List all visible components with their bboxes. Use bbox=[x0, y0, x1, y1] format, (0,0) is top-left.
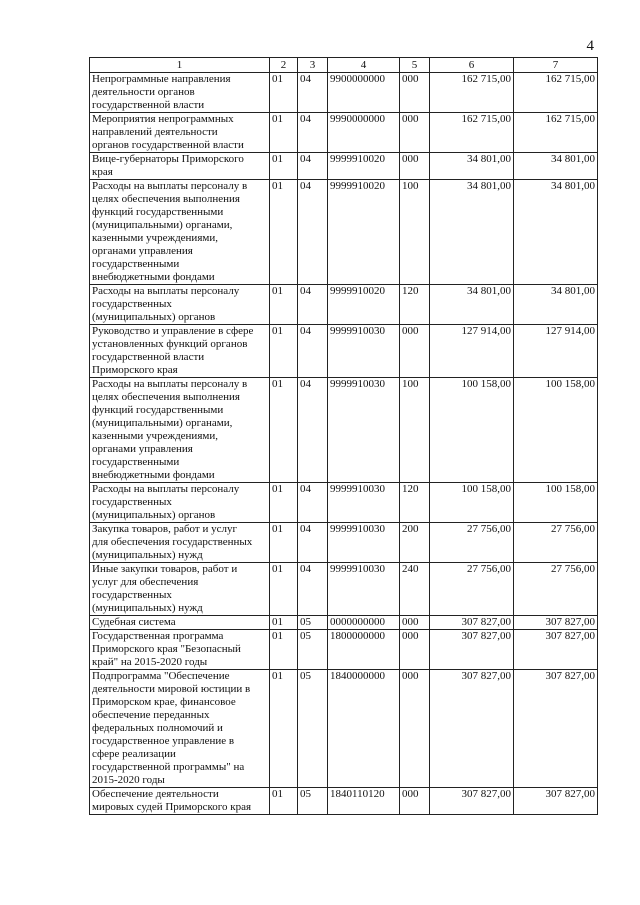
column-header: 3 bbox=[298, 58, 328, 73]
row-name: Руководство и управление в сфере установленных функций органов государственной власти Приморского края bbox=[90, 325, 270, 378]
row-name: Иные закупки товаров, работ и услуг для обеспечения государственных (муниципальных) нужд bbox=[90, 563, 270, 616]
budget-table bbox=[89, 57, 598, 815]
row-name: Мероприятия непрограммных направлений деятельности органов государственной власти bbox=[90, 113, 270, 153]
subsection-code: 04 bbox=[298, 180, 328, 285]
subsection-code: 05 bbox=[298, 630, 328, 670]
section-code: 01 bbox=[270, 616, 298, 630]
page-number: 4 bbox=[586, 38, 594, 54]
amount-col6: 127 914,00 bbox=[430, 325, 514, 378]
section-code: 01 bbox=[270, 630, 298, 670]
subsection-code: 04 bbox=[298, 563, 328, 616]
expense-type-code: 120 bbox=[400, 285, 430, 325]
amount-col7: 100 158,00 bbox=[514, 378, 598, 483]
amount-col7: 307 827,00 bbox=[514, 788, 598, 815]
amount-col6: 34 801,00 bbox=[430, 180, 514, 285]
section-code: 01 bbox=[270, 325, 298, 378]
amount-col6: 100 158,00 bbox=[430, 378, 514, 483]
subsection-code: 05 bbox=[298, 788, 328, 815]
row-name: Расходы на выплаты персоналу в целях обеспечения выполнения функций государственными (муниципальными) органами, казенными учреждениями, органами управления государственными внебюджетными фондами bbox=[90, 378, 270, 483]
section-code: 01 bbox=[270, 285, 298, 325]
column-header: 7 bbox=[514, 58, 598, 73]
amount-col7: 27 756,00 bbox=[514, 523, 598, 563]
amount-col6: 100 158,00 bbox=[430, 483, 514, 523]
expense-type-code: 000 bbox=[400, 153, 430, 180]
amount-col7: 162 715,00 bbox=[514, 73, 598, 113]
amount-col7: 127 914,00 bbox=[514, 325, 598, 378]
row-name: Закупка товаров, работ и услуг для обеспечения государственных (муниципальных) нужд bbox=[90, 523, 270, 563]
amount-col7: 307 827,00 bbox=[514, 616, 598, 630]
table-row bbox=[90, 73, 598, 113]
subsection-code: 05 bbox=[298, 670, 328, 788]
amount-col7: 100 158,00 bbox=[514, 483, 598, 523]
expense-type-code: 000 bbox=[400, 616, 430, 630]
table-row bbox=[90, 523, 598, 563]
target-article-code: 9990000000 bbox=[328, 113, 400, 153]
expense-type-code: 000 bbox=[400, 113, 430, 153]
row-name: Расходы на выплаты персоналу государственных (муниципальных) органов bbox=[90, 483, 270, 523]
target-article-code: 9999910020 bbox=[328, 153, 400, 180]
subsection-code: 04 bbox=[298, 285, 328, 325]
row-name: Непрограммные направления деятельности органов государственной власти bbox=[90, 73, 270, 113]
table-row bbox=[90, 113, 598, 153]
subsection-code: 04 bbox=[298, 73, 328, 113]
table-row bbox=[90, 616, 598, 630]
column-header: 6 bbox=[430, 58, 514, 73]
table-row bbox=[90, 630, 598, 670]
amount-col6: 34 801,00 bbox=[430, 153, 514, 180]
row-name: Расходы на выплаты персоналу в целях обеспечения выполнения функций государственными (муниципальными) органами, казенными учреждениями, органами управления государственными внебюджетными фондами bbox=[90, 180, 270, 285]
target-article-code: 9999910020 bbox=[328, 285, 400, 325]
section-code: 01 bbox=[270, 563, 298, 616]
table-row bbox=[90, 378, 598, 483]
expense-type-code: 100 bbox=[400, 378, 430, 483]
header-row bbox=[90, 58, 598, 73]
amount-col6: 27 756,00 bbox=[430, 523, 514, 563]
column-header: 2 bbox=[270, 58, 298, 73]
row-name: Расходы на выплаты персоналу государственных (муниципальных) органов bbox=[90, 285, 270, 325]
table-row bbox=[90, 670, 598, 788]
target-article-code: 1800000000 bbox=[328, 630, 400, 670]
section-code: 01 bbox=[270, 73, 298, 113]
expense-type-code: 200 bbox=[400, 523, 430, 563]
expense-type-code: 000 bbox=[400, 630, 430, 670]
amount-col6: 27 756,00 bbox=[430, 563, 514, 616]
row-name: Вице-губернаторы Приморского края bbox=[90, 153, 270, 180]
row-name: Подпрограмма "Обеспечение деятельности мировой юстиции в Приморском крае, финансовое обеспечение переданных федеральных полномочий и государственное управление в сфере реализации государственной программы" на 2015-2020 годы bbox=[90, 670, 270, 788]
table-row bbox=[90, 180, 598, 285]
subsection-code: 04 bbox=[298, 325, 328, 378]
amount-col7: 34 801,00 bbox=[514, 180, 598, 285]
target-article-code: 0000000000 bbox=[328, 616, 400, 630]
row-name: Государственная программа Приморского края "Безопасный край" на 2015-2020 годы bbox=[90, 630, 270, 670]
amount-col6: 307 827,00 bbox=[430, 630, 514, 670]
expense-type-code: 000 bbox=[400, 670, 430, 788]
table-body bbox=[90, 73, 598, 815]
target-article-code: 1840000000 bbox=[328, 670, 400, 788]
section-code: 01 bbox=[270, 153, 298, 180]
row-name: Судебная система bbox=[90, 616, 270, 630]
subsection-code: 04 bbox=[298, 483, 328, 523]
table-row bbox=[90, 788, 598, 815]
table-row bbox=[90, 563, 598, 616]
target-article-code: 9999910030 bbox=[328, 325, 400, 378]
expense-type-code: 000 bbox=[400, 788, 430, 815]
section-code: 01 bbox=[270, 180, 298, 285]
column-header: 1 bbox=[90, 58, 270, 73]
target-article-code: 1840110120 bbox=[328, 788, 400, 815]
table-row bbox=[90, 483, 598, 523]
table-row bbox=[90, 325, 598, 378]
amount-col7: 307 827,00 bbox=[514, 630, 598, 670]
section-code: 01 bbox=[270, 670, 298, 788]
expense-type-code: 000 bbox=[400, 73, 430, 113]
target-article-code: 9999910020 bbox=[328, 180, 400, 285]
amount-col6: 307 827,00 bbox=[430, 616, 514, 630]
amount-col7: 34 801,00 bbox=[514, 153, 598, 180]
amount-col6: 307 827,00 bbox=[430, 788, 514, 815]
amount-col7: 307 827,00 bbox=[514, 670, 598, 788]
table-row bbox=[90, 153, 598, 180]
target-article-code: 9999910030 bbox=[328, 563, 400, 616]
column-header: 5 bbox=[400, 58, 430, 73]
subsection-code: 04 bbox=[298, 378, 328, 483]
section-code: 01 bbox=[270, 378, 298, 483]
subsection-code: 04 bbox=[298, 153, 328, 180]
amount-col7: 27 756,00 bbox=[514, 563, 598, 616]
amount-col6: 162 715,00 bbox=[430, 73, 514, 113]
amount-col6: 162 715,00 bbox=[430, 113, 514, 153]
expense-type-code: 000 bbox=[400, 325, 430, 378]
section-code: 01 bbox=[270, 523, 298, 563]
expense-type-code: 120 bbox=[400, 483, 430, 523]
expense-type-code: 100 bbox=[400, 180, 430, 285]
section-code: 01 bbox=[270, 113, 298, 153]
table-row bbox=[90, 285, 598, 325]
subsection-code: 05 bbox=[298, 616, 328, 630]
section-code: 01 bbox=[270, 483, 298, 523]
amount-col7: 162 715,00 bbox=[514, 113, 598, 153]
column-header: 4 bbox=[328, 58, 400, 73]
row-name: Обеспечение деятельности мировых судей Приморского края bbox=[90, 788, 270, 815]
subsection-code: 04 bbox=[298, 113, 328, 153]
target-article-code: 9999910030 bbox=[328, 378, 400, 483]
amount-col6: 34 801,00 bbox=[430, 285, 514, 325]
target-article-code: 9999910030 bbox=[328, 523, 400, 563]
target-article-code: 9900000000 bbox=[328, 73, 400, 113]
subsection-code: 04 bbox=[298, 523, 328, 563]
amount-col7: 34 801,00 bbox=[514, 285, 598, 325]
expense-type-code: 240 bbox=[400, 563, 430, 616]
section-code: 01 bbox=[270, 788, 298, 815]
amount-col6: 307 827,00 bbox=[430, 670, 514, 788]
target-article-code: 9999910030 bbox=[328, 483, 400, 523]
